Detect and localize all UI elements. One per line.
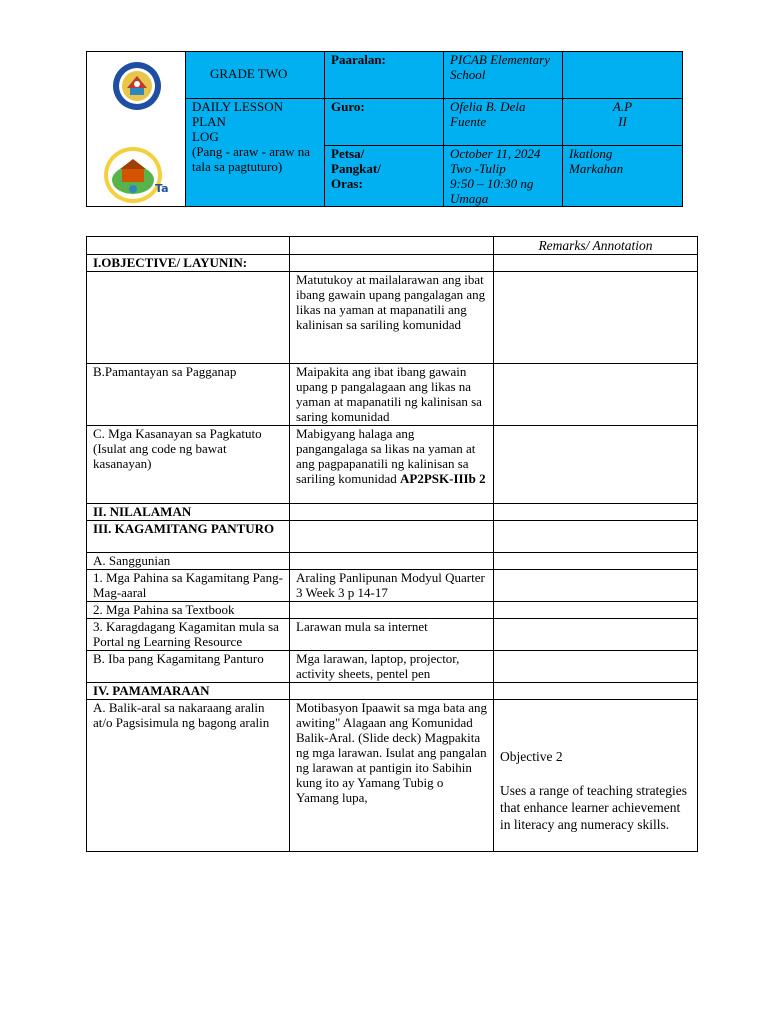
lesson-title-line: PLAN bbox=[192, 114, 226, 129]
pamantayan-label: B.Pamantayan sa Pagganap bbox=[87, 364, 290, 426]
objective-a-remarks bbox=[494, 272, 698, 364]
textbook-label: 2. Mga Pahina sa Textbook bbox=[87, 602, 290, 619]
school-logo bbox=[87, 144, 185, 209]
grade-cell bbox=[186, 52, 325, 99]
empty-cell bbox=[494, 570, 698, 602]
kagamitan-heading: III. KAGAMITANG PANTURO bbox=[87, 521, 290, 553]
empty-cell bbox=[494, 553, 698, 570]
kasanayan-text: Mabigyang halaga ang pangangalaga sa likas na yaman at ang pagpapanatili ng kalinisan sa sariling komunidad bbox=[296, 426, 476, 486]
empty-cell bbox=[494, 619, 698, 651]
grade-label: GRADE TWO bbox=[210, 66, 288, 81]
kasanayan-code: AP2PSK-IIIb 2 bbox=[400, 471, 486, 486]
kasanayan-label: C. Mga Kasanayan sa Pagkatuto (Isulat ang code ng bawat kasanayan) bbox=[87, 426, 290, 504]
empty-cell bbox=[87, 237, 290, 255]
empty-cell bbox=[290, 504, 494, 521]
pamantayan-remarks bbox=[494, 364, 698, 426]
empty-cell bbox=[494, 651, 698, 683]
svg-text:Ta: Ta bbox=[155, 182, 169, 195]
balik-aral-value: Motibasyon Ipaawit sa mga bata ang awiting" Alagaan ang Komunidad Balik-Aral. (Slide deck) Magpakita ng mga larawan. Isulat ang pangalan ng larawan at pantigin ito Sabihin kung ito ay Yamang Tubig o Yamang lupa, bbox=[290, 700, 494, 852]
date-label: Petsa/ bbox=[331, 146, 365, 161]
quarter-cell bbox=[563, 146, 683, 207]
pamantayan-content: Maipakita ang ibat ibang gawain upang p pangalagaan ang likas na yaman at mapanatili ng kalinisan sa saring komunidad bbox=[290, 364, 494, 426]
sanggunian-label: A. Sanggunian bbox=[87, 553, 290, 570]
lesson-plan-table bbox=[86, 236, 698, 852]
empty-cell bbox=[494, 255, 698, 272]
subject-level: II bbox=[618, 114, 627, 129]
iba-kagamitan-label: B. Iba pang Kagamitang Panturo bbox=[87, 651, 290, 683]
empty-cell bbox=[494, 683, 698, 700]
date-label-cell bbox=[325, 146, 444, 207]
lesson-title-cell bbox=[186, 99, 325, 207]
pahina-kagamitan-value: Araling Panlipunan Modyul Quarter 3 Week 3 p 14-17 bbox=[290, 570, 494, 602]
kasanayan-remarks bbox=[494, 426, 698, 504]
annotation-text: Uses a range of teaching strategies that enhance learner achievement in literacy ang numeracy skills. bbox=[500, 783, 688, 832]
teacher-value: Ofelia B. Dela Fuente bbox=[444, 99, 563, 146]
quarter-line: Ikatlong bbox=[569, 146, 613, 161]
empty-cell bbox=[290, 255, 494, 272]
empty-cell bbox=[290, 602, 494, 619]
section-label: Pangkat/ bbox=[331, 161, 381, 176]
lesson-subtitle: (Pang - araw - araw na tala sa pagtuturo) bbox=[192, 144, 311, 174]
school-value: PICAB Elementary School bbox=[444, 52, 563, 99]
logo-cell bbox=[87, 52, 186, 207]
empty-cell bbox=[290, 237, 494, 255]
quarter-line: Markahan bbox=[569, 161, 624, 176]
remarks-header: Remarks/ Annotation bbox=[494, 237, 698, 255]
empty-cell bbox=[494, 521, 698, 553]
date-value: October 11, 2024 bbox=[450, 146, 541, 161]
nilalaman-heading: II. NILALAMAN bbox=[87, 504, 290, 521]
time-label: Oras: bbox=[331, 176, 363, 191]
objective-a-label bbox=[87, 272, 290, 364]
learning-resource-label: 3. Karagdagang Kagamitan mula sa Portal ng Learning Resource bbox=[87, 619, 290, 651]
subject-cell bbox=[563, 99, 683, 146]
empty-header-cell bbox=[563, 52, 683, 99]
balik-aral-label: A. Balik-aral sa nakaraang aralin at/o Pagsisimula ng bagong aralin bbox=[87, 700, 290, 852]
empty-cell bbox=[494, 602, 698, 619]
empty-cell bbox=[290, 521, 494, 553]
date-value-cell bbox=[444, 146, 563, 207]
kasanayan-content bbox=[290, 426, 494, 504]
objective-heading: I.OBJECTIVE/ LAYUNIN: bbox=[87, 255, 290, 272]
teacher-label: Guro: bbox=[325, 99, 444, 146]
pamamaraan-heading: IV. PAMAMARAAN bbox=[87, 683, 290, 700]
subject-name: A.P bbox=[612, 99, 633, 114]
pahina-kagamitan-label: 1. Mga Pahina sa Kagamitang Pang-Mag-aaral bbox=[87, 570, 290, 602]
lesson-title-line: DAILY LESSON bbox=[192, 99, 284, 114]
empty-cell bbox=[494, 504, 698, 521]
lesson-title-line: LOG bbox=[192, 129, 219, 144]
learning-resource-value: Larawan mula sa internet bbox=[290, 619, 494, 651]
empty-cell bbox=[290, 683, 494, 700]
annotation-cell bbox=[494, 700, 698, 852]
deped-seal-logo bbox=[87, 58, 185, 117]
empty-cell bbox=[290, 553, 494, 570]
objective-a-content: Matutukoy at mailalarawan ang ibat ibang gawain upang pangalagan ang likas na yaman at mapanatili ang kalinisan sa sariling komunidad bbox=[290, 272, 494, 364]
header-table bbox=[86, 51, 683, 207]
iba-kagamitan-value: Mga larawan, laptop, projector, activity sheets, pentel pen bbox=[290, 651, 494, 683]
school-label: Paaralan: bbox=[325, 52, 444, 99]
time-value: 9:50 – 10:30 ng Umaga bbox=[450, 176, 534, 206]
section-value: Two -Tulip bbox=[450, 161, 506, 176]
annotation-title: Objective 2 bbox=[500, 749, 563, 764]
